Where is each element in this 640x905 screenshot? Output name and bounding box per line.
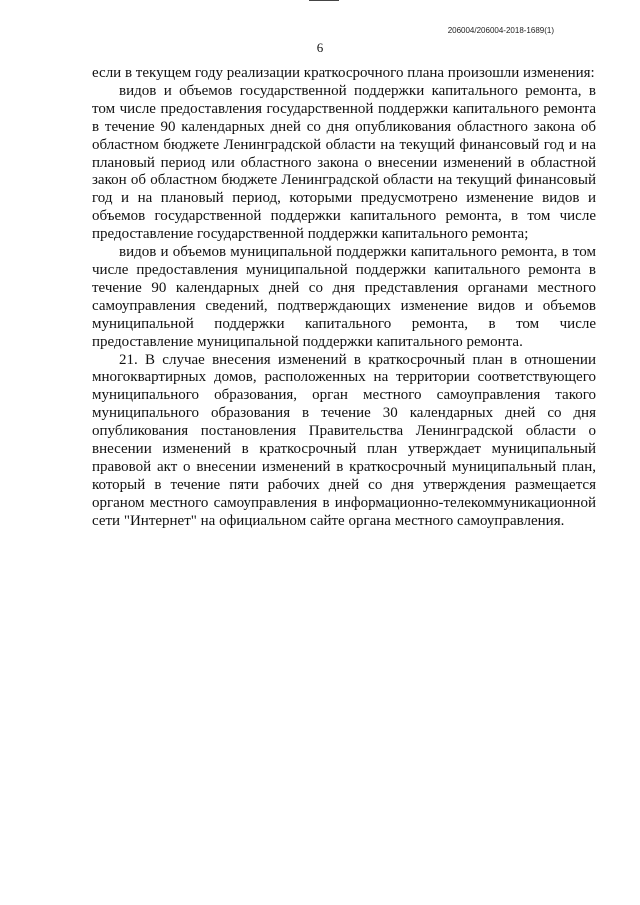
paragraph-municipal-support: видов и объемов муниципальной поддержки капитального ремонта, в том числе предоставления муниципальной поддержки капитального ремонта в течение 90 календарных дней со дня представления органами местного самоуправления сведений, подтверждающих изменение видов и объемов муниципальной поддержки капитального ремонта, в том числе предоставление муниципальной поддержки капитального ремонта.: [92, 244, 596, 350]
page-number: 6: [316, 40, 324, 55]
body-text: [92, 65, 596, 531]
paragraph-clause-21: 21. В случае внесения изменений в краткосрочный план в отношении многоквартирных домов, расположенных на территории соответствующего муниципального образования, орган местного самоуправления такого муниципального образования в течение 30 календарных дней со дня опубликования постановления Правительства Ленинградской области о внесении изменений в краткосрочный план утверждает муниципальный правовой акт о внесении изменений в краткосрочный муниципальный план, который в течение пяти рабочих дней со дня утверждения размещается органом местного самоуправления в информационно-телекоммуникационной сети "Интернет" на официальном сайте органа местного самоуправления.: [92, 351, 596, 529]
document-code: 206004/206004-2018-1689(1): [447, 26, 554, 35]
paragraph-state-support: видов и объемов государственной поддержки капитального ремонта, в том числе предоставления государственной поддержки капитального ремонта в течение 90 календарных дней со дня опубликования областного закона об областном бюджете Ленинградской области на текущий финансовый год и на плановый период или областного закона о внесении изменений в областной закон об областном бюджете Ленинградской области на текущий финансовый год и на плановый период, которыми предусмотрено изменение видов и объемов государственной поддержки капитального ремонта, в том числе предоставление государственной поддержки капитального ремонта;: [92, 82, 596, 243]
paragraph-intro: если в текущем году реализации краткосрочного плана произошли изменения:: [92, 65, 595, 81]
top-rule: [309, 0, 339, 1]
